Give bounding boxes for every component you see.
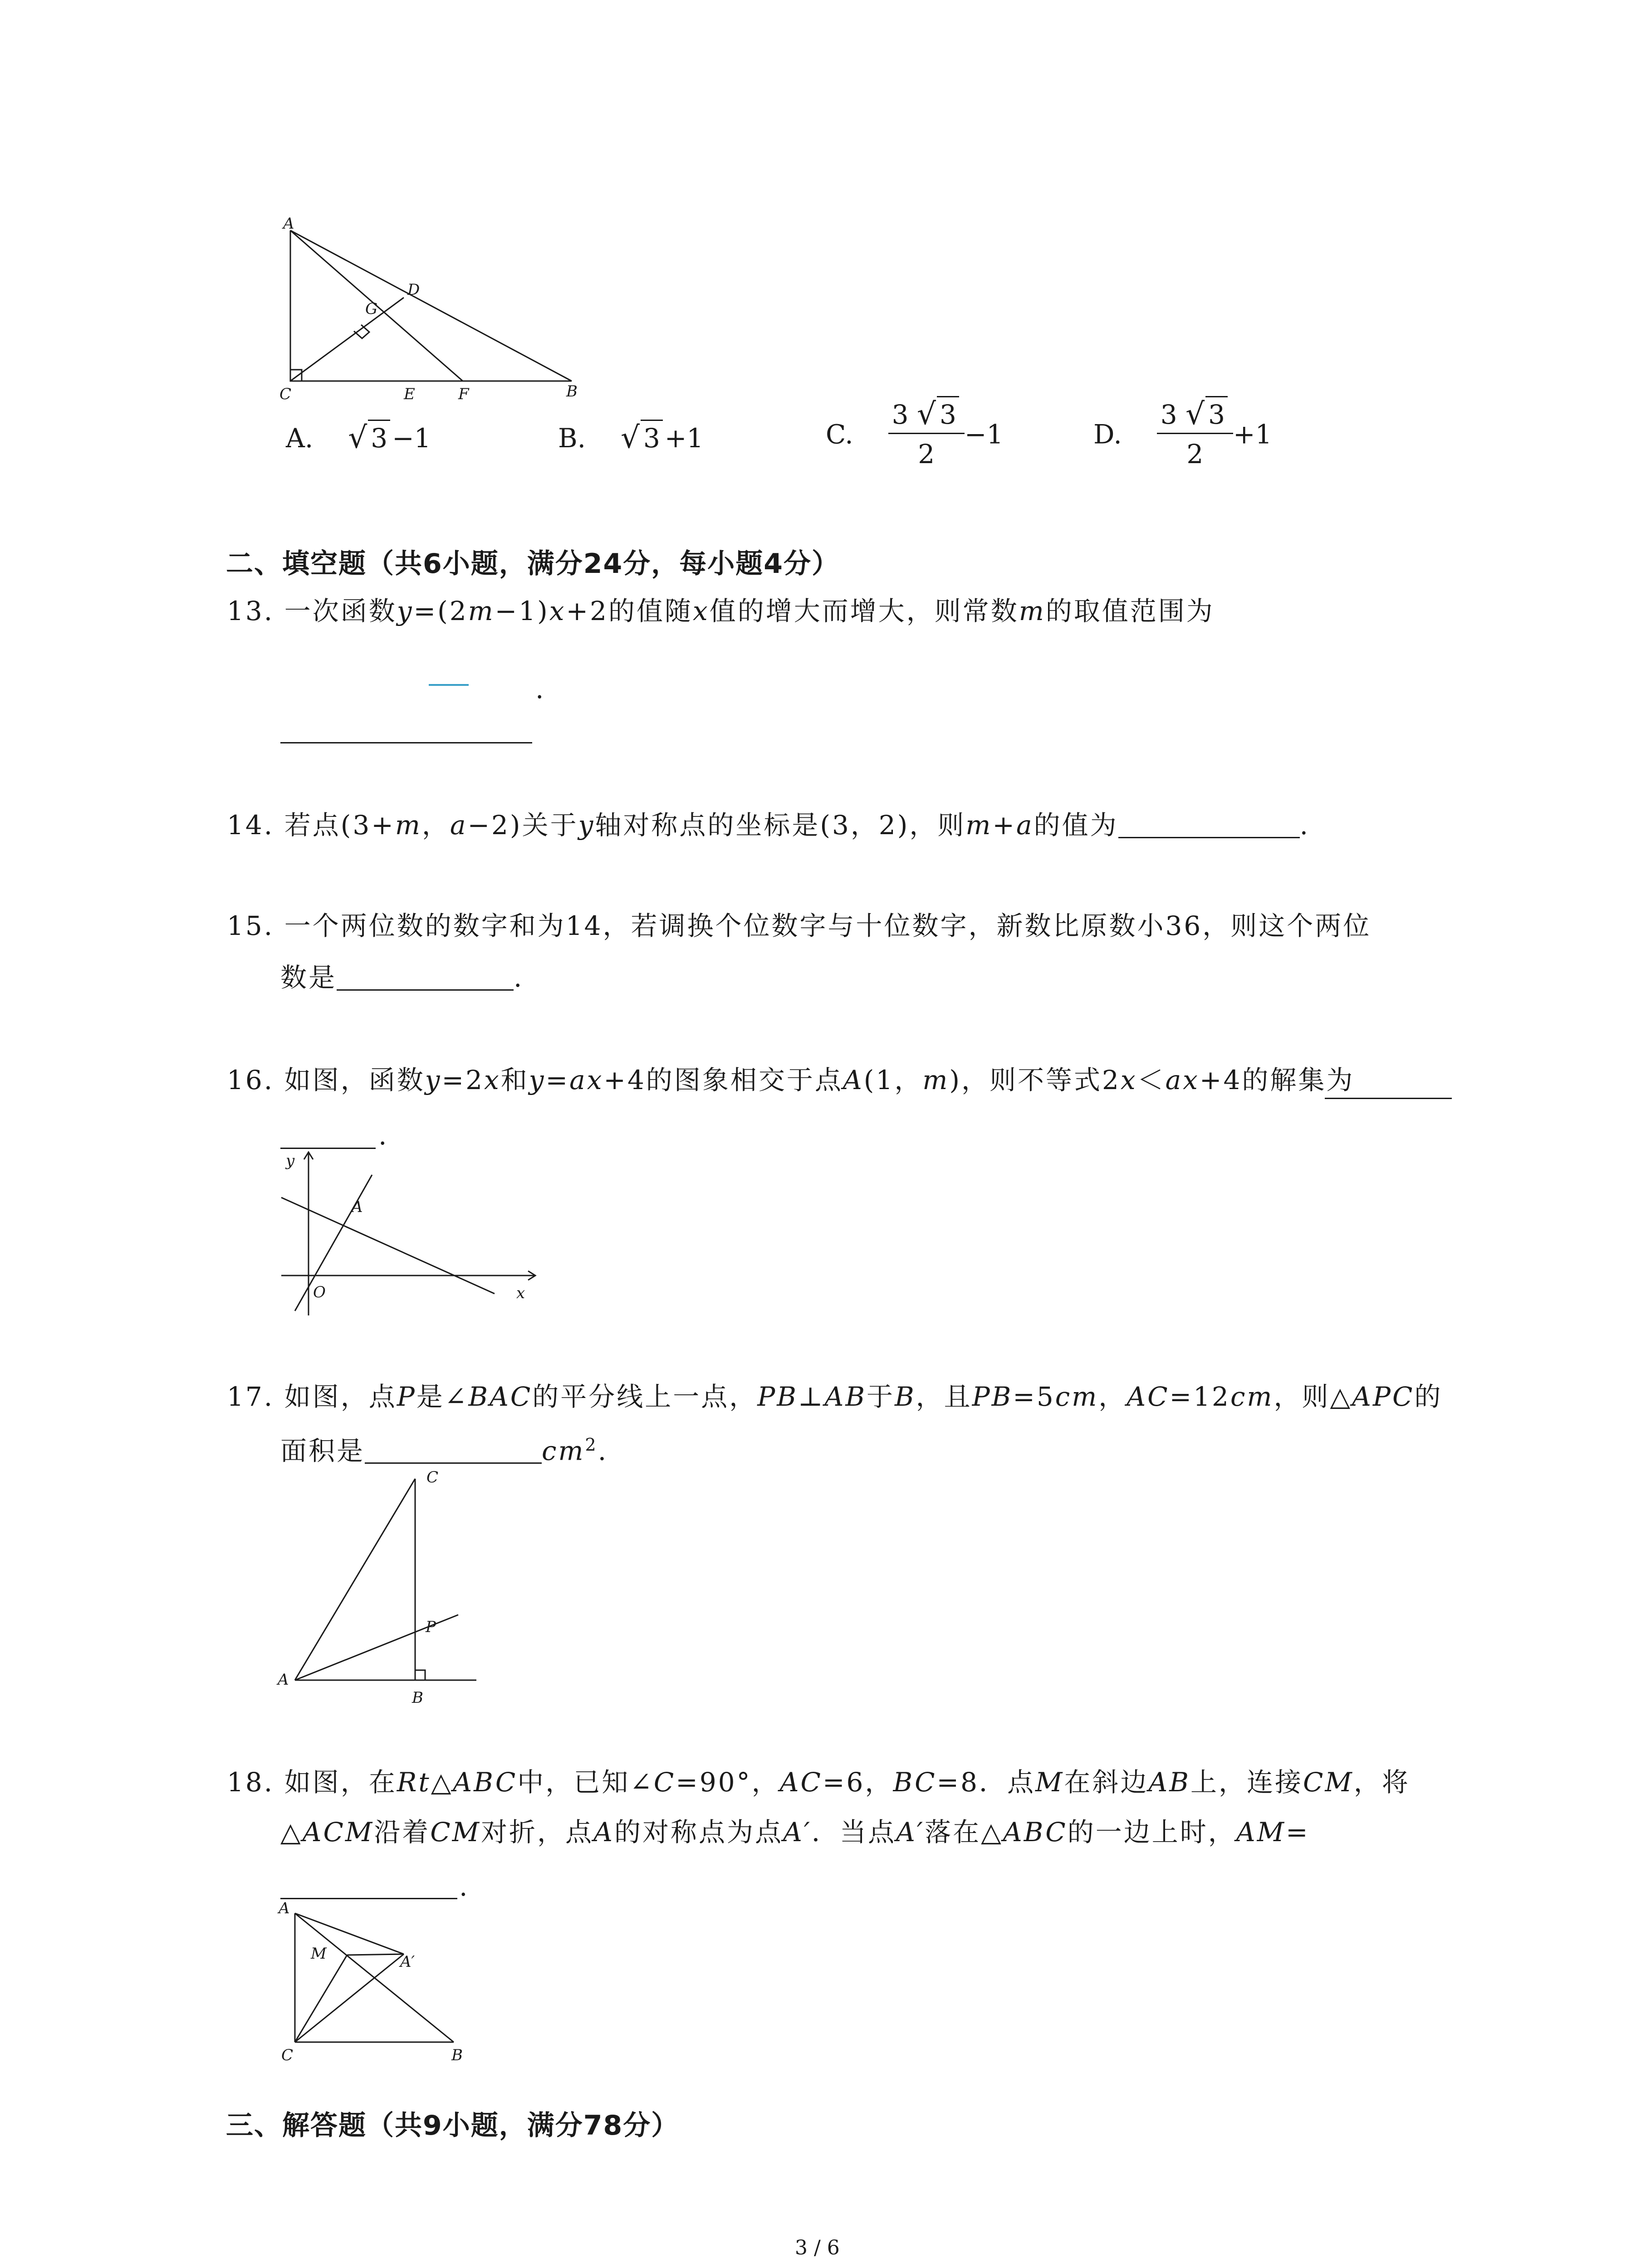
q18-fold-figure	[268, 1892, 504, 2068]
q12-option-b[interactable]	[558, 420, 704, 455]
fraction: 3 √ 3 2	[1157, 399, 1233, 469]
label-B: B	[412, 1689, 423, 1707]
option-letter: A.	[286, 423, 314, 454]
label-M: M	[311, 1945, 327, 1963]
option-rest: +1	[664, 423, 704, 454]
label-A: A	[352, 1198, 363, 1216]
q14-text: 14. 若点(3+m，a−2)关于y轴对称点的坐标是(3，2)，则m+a的值为 .	[227, 810, 1310, 841]
label-A: A	[283, 215, 294, 233]
q17-answer-blank[interactable]	[365, 1438, 542, 1464]
label-C: C	[279, 385, 292, 403]
option-rest: −1	[964, 419, 1004, 450]
q16-text: 16. 如图，函数y=2x和y=ax+4的图象相交于点A(1，m)，则不等式2x＜ax+4的解集为	[227, 1065, 1355, 1095]
q17-angle-figure	[268, 1465, 485, 1719]
q17-line-1: 17. 如图，点P是∠BAC的平分线上一点，PB⊥AB于B，且PB=5cm，AC=12cm，则△APC的	[227, 1381, 1443, 1412]
option-letter: D.	[1093, 419, 1122, 450]
label-B: B	[566, 382, 578, 401]
label-O: O	[313, 1283, 326, 1301]
label-y: y	[286, 1152, 295, 1170]
q13-answer-blank[interactable]	[280, 742, 532, 743]
label-E: E	[404, 385, 415, 403]
label-C: C	[426, 1468, 439, 1486]
label-G: G	[365, 300, 378, 318]
sqrt-expression: √ 3	[621, 423, 663, 454]
section-3-heading: 三、解答题（共9小题，满分78分）	[226, 2110, 680, 2141]
q12-option-d[interactable]	[1093, 396, 1272, 469]
option-letter: B.	[558, 423, 586, 454]
sqrt-expression: √ 3	[348, 423, 390, 454]
q16-graph-figure	[268, 1143, 549, 1315]
label-C: C	[281, 2046, 294, 2064]
label-A-prime: A′	[400, 1953, 415, 1971]
label-P: P	[426, 1618, 436, 1636]
label-A: A	[278, 1671, 289, 1689]
q13-period: .	[535, 674, 546, 704]
label-A: A	[279, 1899, 290, 1917]
q13-answer-cursor[interactable]	[429, 684, 469, 686]
label-B: B	[451, 2046, 463, 2064]
page-number: 3 / 6	[795, 2236, 840, 2259]
q12-triangle-figure	[268, 213, 594, 413]
label-F: F	[458, 385, 469, 403]
q12-option-a[interactable]	[286, 420, 431, 455]
q15-line-2: 数是 .	[280, 962, 524, 993]
q18-line-1: 18. 如图，在Rt△ABC中，已知∠C=90°，AC=6，BC=8．点M在斜边AB上，连接CM，将	[227, 1767, 1410, 1798]
fraction: 3 √ 3 2	[888, 399, 965, 469]
q18-period: .	[459, 1871, 470, 1902]
q14-answer-blank[interactable]	[1118, 812, 1300, 838]
option-rest: +1	[1233, 419, 1272, 450]
q13-text: 13. 一次函数y=(2m−1)x+2的值随x值的增大而增大，则常数m的取值范围为	[227, 596, 1215, 626]
q16-answer-blank-end[interactable]	[1325, 1098, 1452, 1099]
q15-answer-blank[interactable]	[337, 965, 514, 991]
option-letter: C.	[826, 419, 853, 450]
label-D: D	[407, 281, 420, 299]
q16-period: .	[378, 1120, 389, 1151]
q15-line-1: 15. 一个两位数的数字和为14，若调换个位数字与十位数字，新数比原数小36，则这个两位	[227, 910, 1372, 941]
option-rest: −1	[392, 423, 431, 454]
section-2-heading: 二、填空题（共6小题，满分24分，每小题4分）	[226, 548, 840, 580]
label-x: x	[516, 1284, 525, 1302]
q18-line-2: △ACM沿着CM对折，点A的对称点为点A′．当点A′落在△ABC的一边上时，AM=	[280, 1817, 1310, 1848]
q12-option-c[interactable]	[826, 396, 1004, 469]
q17-line-2: 面积是 $cm^2$.	[280, 1435, 608, 1466]
